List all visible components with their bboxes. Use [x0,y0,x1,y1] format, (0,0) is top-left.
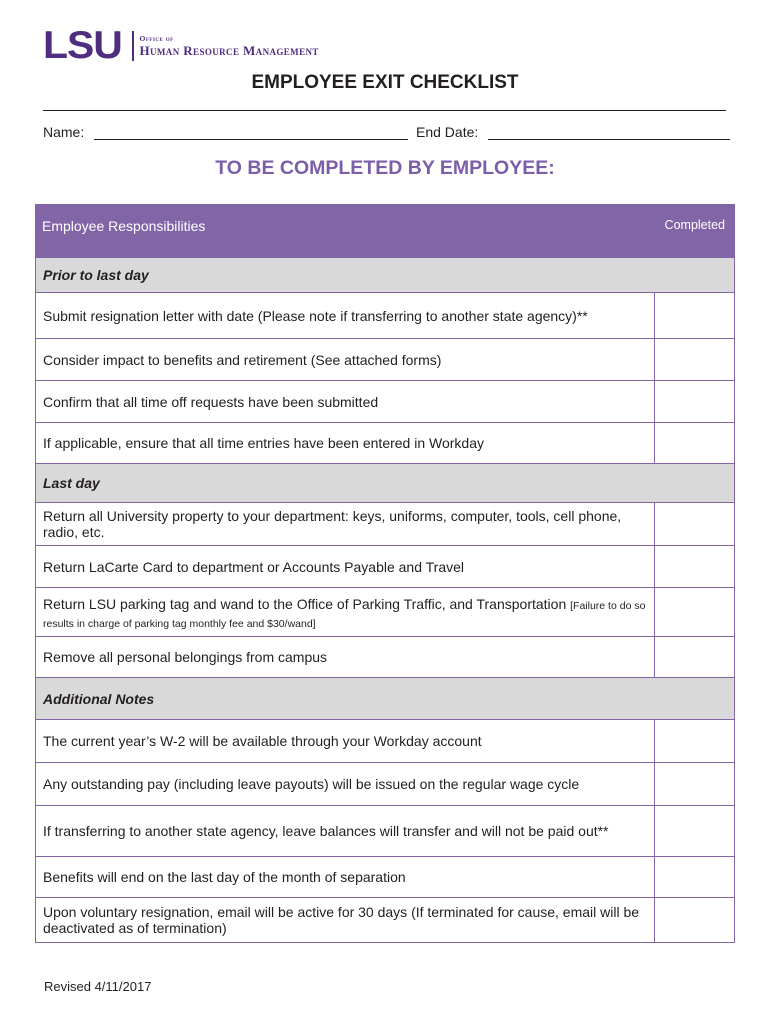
row-text: If transferring to another state agency, leave balances will transfer and will not be paid out** [43,823,609,839]
completed-checkbox[interactable] [654,806,734,856]
row-text [36,588,654,636]
logo-divider [132,31,134,61]
completed-checkbox[interactable] [654,381,734,422]
row-text: Upon voluntary resignation, email will be active for 30 days (If terminated for cause, email will be deactivated as of termination) [43,904,640,936]
completed-checkbox[interactable] [654,423,734,463]
completed-checkbox[interactable] [654,503,734,545]
section-additional-notes [35,678,735,720]
document-title: EMPLOYEE EXIT CHECKLIST [251,72,519,93]
table-row [35,381,735,423]
title-rule [43,110,726,111]
completed-checkbox[interactable] [654,588,734,636]
end-date-field-row [416,124,730,140]
table-row [35,588,735,637]
completed-checkbox[interactable] [654,857,734,897]
row-text: The current year’s W-2 will be available through your Workday account [43,733,482,749]
row-text: Benefits will end on the last day of the month of separation [43,869,406,885]
end-date-label: End Date: [416,124,479,140]
revision-date: Revised 4/11/2017 [44,979,152,994]
table-row [35,423,735,464]
lsu-hrm-logo [43,26,319,65]
row-text: Remove all personal belongings from campus [43,649,328,665]
completed-checkbox[interactable] [654,720,734,762]
department-name: Human Resource Management [139,42,319,58]
completed-checkbox[interactable] [654,898,734,942]
office-of-label: Office of [139,33,174,43]
table-header [35,204,735,258]
employee-section-heading: TO BE COMPLETED BY EMPLOYEE: [215,157,555,179]
section-label: Additional Notes [43,690,155,707]
parking-item-note: [Failure to do so results in charge of parking tag monthly fee and $30/wand] [43,600,646,630]
row-text: Submit resignation letter with date (Please note if transferring to another state agency)** [43,307,588,324]
row-text: Any outstanding pay (including leave payouts) will be issued on the regular wage cycle [43,776,580,792]
lsu-wordmark: LSU [43,24,122,67]
table-row [35,898,735,943]
completed-checkbox[interactable] [654,293,734,338]
name-field[interactable] [94,125,408,140]
completed-checkbox[interactable] [654,763,734,805]
row-text: Return LaCarte Card to department or Accounts Payable and Travel [43,558,465,575]
table-row [35,339,735,381]
section-prior-to-last-day [35,258,735,293]
parking-item-text: Return LSU parking tag and wand to the Office of Parking Traffic, and Transportation [43,596,567,612]
row-text: Return all University property to your department: keys, uniforms, computer, tools, cell phone, radio, etc. [43,508,622,540]
table-row [35,806,735,857]
checklist-table [35,204,735,943]
office-name [140,34,319,58]
row-text: Consider impact to benefits and retirement (See attached forms) [43,351,442,368]
row-text: Confirm that all time off requests have been submitted [43,393,379,410]
section-label: Last day [43,475,100,491]
table-row [35,720,735,763]
table-row [35,503,735,546]
table-row [35,763,735,806]
end-date-field[interactable] [488,125,730,140]
completed-checkbox[interactable] [654,637,734,677]
table-row [35,857,735,898]
table-row [35,637,735,678]
table-row [35,293,735,339]
name-field-row [43,124,408,140]
table-row [35,546,735,588]
name-label: Name: [43,124,85,140]
section-last-day [35,464,735,503]
completed-checkbox[interactable] [654,339,734,380]
completed-checkbox[interactable] [654,546,734,587]
row-text: If applicable, ensure that all time entries have been entered in Workday [43,435,484,451]
section-label: Prior to last day [43,267,149,283]
responsibilities-column-header: Employee Responsibilities [42,218,206,234]
completed-column-header: Completed [664,218,725,232]
